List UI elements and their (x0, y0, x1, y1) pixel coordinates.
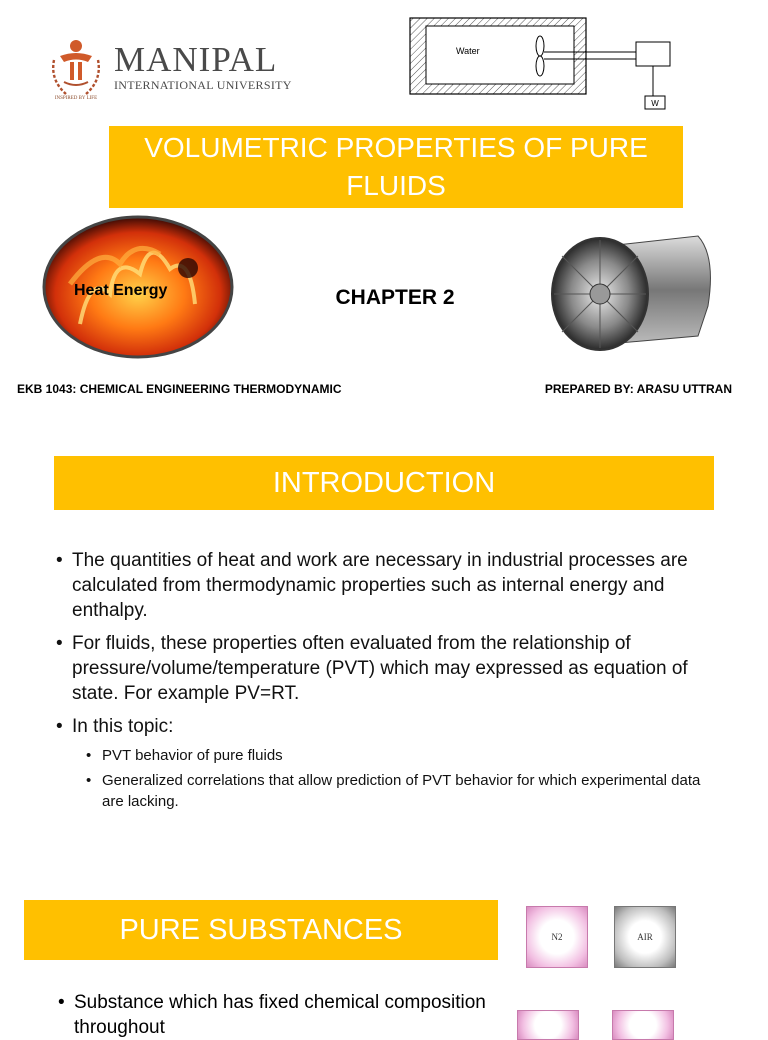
air-box (614, 906, 676, 968)
substance-box (517, 1010, 579, 1040)
nitrogen-label: N2 (551, 932, 563, 942)
water-label: Water (456, 46, 480, 56)
sub-list-item: • Generalized correlations that allow prediction of PVT behavior for which experimental data are lacking. (86, 770, 726, 812)
list-item-text: In this topic: (72, 716, 174, 737)
sub-list-item: • PVT behavior of pure fluids (86, 745, 726, 766)
substance-box (612, 1010, 674, 1040)
nitrogen-box (526, 906, 588, 968)
svg-text:INSPIRED BY LIFE: INSPIRED BY LIFE (54, 96, 98, 101)
university-name: MANIPAL (114, 39, 278, 79)
introduction-bullets (56, 548, 726, 820)
chapter-label: CHAPTER 2 (335, 286, 455, 309)
university-emblem-icon (44, 32, 108, 102)
logo-text (114, 39, 292, 93)
university-subtitle: INTERNATIONAL UNIVERSITY (114, 77, 292, 92)
jet-engine-image (548, 216, 718, 366)
heat-energy-image (40, 214, 236, 360)
pure-substances-banner (24, 900, 498, 960)
sub-bullets (86, 745, 726, 812)
introduction-banner (54, 456, 714, 510)
introduction-heading: INTRODUCTION (272, 466, 496, 499)
prepared-by: PREPARED BY: ARASU UTTRAN (544, 382, 732, 396)
water-turbine-diagram (408, 16, 676, 112)
list-item (56, 714, 726, 812)
work-label: W (651, 99, 659, 108)
course-code: EKB 1043: CHEMICAL ENGINEERING THERMODYNAMIC (17, 382, 342, 396)
pure-substances-heading: PURE SUBSTANCES (119, 913, 403, 946)
presentation-title: VOLUMETRIC PROPERTIES OF PURE FLUIDS (144, 132, 648, 201)
university-logo (44, 30, 306, 104)
list-item: • For fluids, these properties often evaluated from the relationship of pressure/volume/temperature (PVT) which may expressed as equation of state. For example PV=RT. (56, 631, 726, 706)
pure-substance-bullet: • Substance which has fixed chemical composition throughout (58, 990, 494, 1040)
list-item: • The quantities of heat and work are necessary in industrial processes are calculated from thermodynamic properties such as internal energy and enthalpy. (56, 548, 726, 623)
heat-energy-label: Heat Energy (74, 282, 168, 299)
title-banner (109, 126, 683, 208)
air-label: AIR (637, 932, 653, 942)
